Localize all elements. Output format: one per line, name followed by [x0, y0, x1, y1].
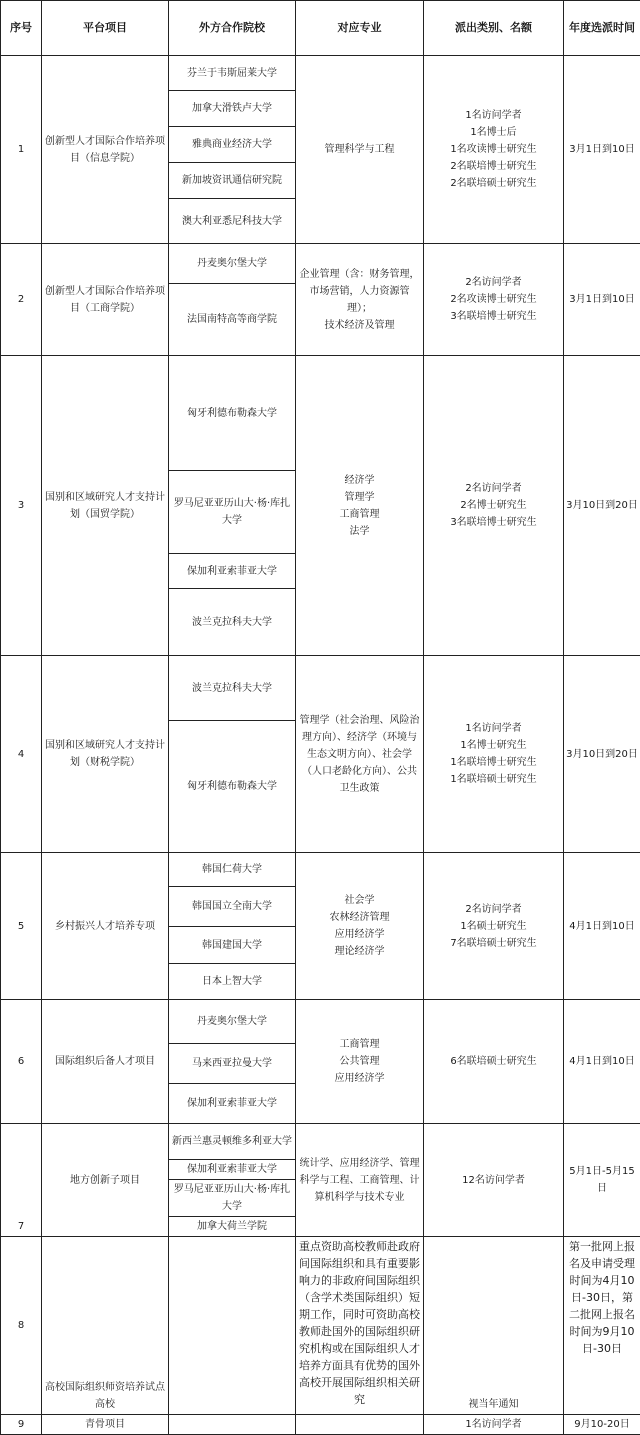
row-majors: 社会学 农林经济管理 应用经济学 理论经济学: [296, 853, 424, 1000]
row-time: 第一批网上报名及申请受理时间为4月10日-30日，第二批网上报名时间为9月10日-30日: [564, 1237, 640, 1415]
row-project: 青骨项目: [42, 1415, 169, 1435]
table-row: [1, 56, 640, 91]
table-row: [1, 853, 640, 887]
row-seq: 7: [1, 1124, 42, 1237]
row-seq: 9: [1, 1415, 42, 1435]
partner-school: 韩国国立全南大学: [169, 887, 296, 927]
row-majors: 统计学、应用经济学、管理科学与工程、工商管理、计算机科学与技术专业: [296, 1124, 424, 1237]
partner-school: 韩国仁荷大学: [169, 853, 296, 887]
table-row: [1, 1237, 640, 1415]
row-seq: 1: [1, 56, 42, 244]
table-row: [1, 244, 640, 284]
row-seq: 5: [1, 853, 42, 1000]
row-project: 创新型人才国际合作培养项目（工商学院）: [42, 244, 169, 356]
row-quota: 6名联培硕士研究生: [424, 1000, 564, 1124]
row-time: 5月1日-5月15日: [564, 1124, 640, 1237]
header-row: [1, 1, 640, 56]
partner-school: 日本上智大学: [169, 964, 296, 1000]
row-majors: 经济学 管理学 工商管理 法学: [296, 356, 424, 656]
row-project: 国际组织后备人才项目: [42, 1000, 169, 1124]
partner-school: 丹麦奥尔堡大学: [169, 244, 296, 284]
row-quota: 2名访问学者 2名博士研究生 3名联培博士研究生: [424, 356, 564, 656]
row-quota: 1名访问学者 1名博士研究生 1名联培博士研究生 1名联培硕士研究生: [424, 656, 564, 853]
header-schools: 外方合作院校: [169, 1, 296, 56]
row-seq: 2: [1, 244, 42, 356]
header-majors: 对应专业: [296, 1, 424, 56]
partner-school: 波兰克拉科夫大学: [169, 589, 296, 656]
row-project: 地方创新子项目: [42, 1124, 169, 1237]
row-quota: 2名访问学者 2名攻读博士研究生 3名联培博士研究生: [424, 244, 564, 356]
partner-school: 韩国建国大学: [169, 927, 296, 964]
row-majors: 重点资助高校教师赴政府间国际组织和具有重要影响力的非政府间国际组织（含学术类国际组织）短期工作，同时可资助高校教师赴国外的国际组织研究机构或在国际组织人才培养方面具有优势的国外高校开展国际组织相关研究: [296, 1237, 424, 1415]
row-project: 国别和区域研究人才支持计划（财税学院）: [42, 656, 169, 853]
row-time: 3月1日到10日: [564, 56, 640, 244]
row-seq: 3: [1, 356, 42, 656]
header-quota: 派出类别、名额: [424, 1, 564, 56]
table-row: [1, 656, 640, 721]
partner-school: 保加利亚索菲亚大学: [169, 1084, 296, 1124]
partner-school: 丹麦奥尔堡大学: [169, 1000, 296, 1044]
header-time: 年度选派时间: [564, 1, 640, 56]
row-time: 9月10-20日: [564, 1415, 640, 1435]
partner-school: 法国南特高等商学院: [169, 284, 296, 356]
row-time: 3月10日到20日: [564, 356, 640, 656]
row-seq: 4: [1, 656, 42, 853]
row-time: 3月10日到20日: [564, 656, 640, 853]
table-row: [1, 1000, 640, 1044]
header-project: 平台项目: [42, 1, 169, 56]
table-row: [1, 1124, 640, 1160]
partner-school: 芬兰于韦斯屈莱大学: [169, 56, 296, 91]
partner-school: 匈牙利德布勒森大学: [169, 721, 296, 853]
partner-school: 罗马尼亚亚历山大·杨·库扎大学: [169, 1180, 296, 1217]
row-majors: 管理学（社会治理、风险治理方向）、经济学（环境与生态文明方向）、社会学（人口老龄化方向）、公共卫生政策: [296, 656, 424, 853]
partner-school: 雅典商业经济大学: [169, 127, 296, 163]
partner-school: 新西兰惠灵顿维多利亚大学: [169, 1124, 296, 1160]
header-seq: 序号: [1, 1, 42, 56]
partner-school: 罗马尼亚亚历山大·杨·库扎大学: [169, 471, 296, 554]
partner-school: 澳大利亚悉尼科技大学: [169, 199, 296, 244]
row-time: 3月1日到10日: [564, 244, 640, 356]
row-project: 高校国际组织师资培养试点高校: [42, 1237, 169, 1415]
row-majors: [296, 1415, 424, 1435]
row-project: 创新型人才国际合作培养项目（信息学院）: [42, 56, 169, 244]
partner-school: 马来西亚拉曼大学: [169, 1044, 296, 1084]
partner-school: [169, 1415, 296, 1435]
partner-school: 加拿大荷兰学院: [169, 1217, 296, 1237]
row-seq: 8: [1, 1237, 42, 1415]
row-quota: 12名访问学者: [424, 1124, 564, 1237]
table-row: [1, 1415, 640, 1435]
row-time: 4月1日到10日: [564, 1000, 640, 1124]
row-quota: 视当年通知: [424, 1237, 564, 1415]
partner-school: 保加利亚索菲亚大学: [169, 554, 296, 589]
partner-school: 波兰克拉科夫大学: [169, 656, 296, 721]
row-quota: 2名访问学者 1名硕士研究生 7名联培硕士研究生: [424, 853, 564, 1000]
table-row: [1, 356, 640, 471]
row-majors: 工商管理 公共管理 应用经济学: [296, 1000, 424, 1124]
partner-school: 匈牙利德布勒森大学: [169, 356, 296, 471]
row-time: 4月1日到10日: [564, 853, 640, 1000]
partner-school: 加拿大滑铁卢大学: [169, 91, 296, 127]
row-seq: 6: [1, 1000, 42, 1124]
row-quota: 1名访问学者 1名博士后 1名攻读博士研究生 2名联培博士研究生 2名联培硕士研究生: [424, 56, 564, 244]
row-project: 乡村振兴人才培养专项: [42, 853, 169, 1000]
row-project: 国别和区域研究人才支持计划（国贸学院）: [42, 356, 169, 656]
row-majors: 企业管理（含：财务管理，市场营销，人力资源管理）； 技术经济及管理: [296, 244, 424, 356]
partner-school: 保加利亚索菲亚大学: [169, 1160, 296, 1180]
row-quota: 1名访问学者: [424, 1415, 564, 1435]
partner-school: [169, 1237, 296, 1415]
row-majors: 管理科学与工程: [296, 56, 424, 244]
partner-school: 新加坡资讯通信研究院: [169, 163, 296, 199]
